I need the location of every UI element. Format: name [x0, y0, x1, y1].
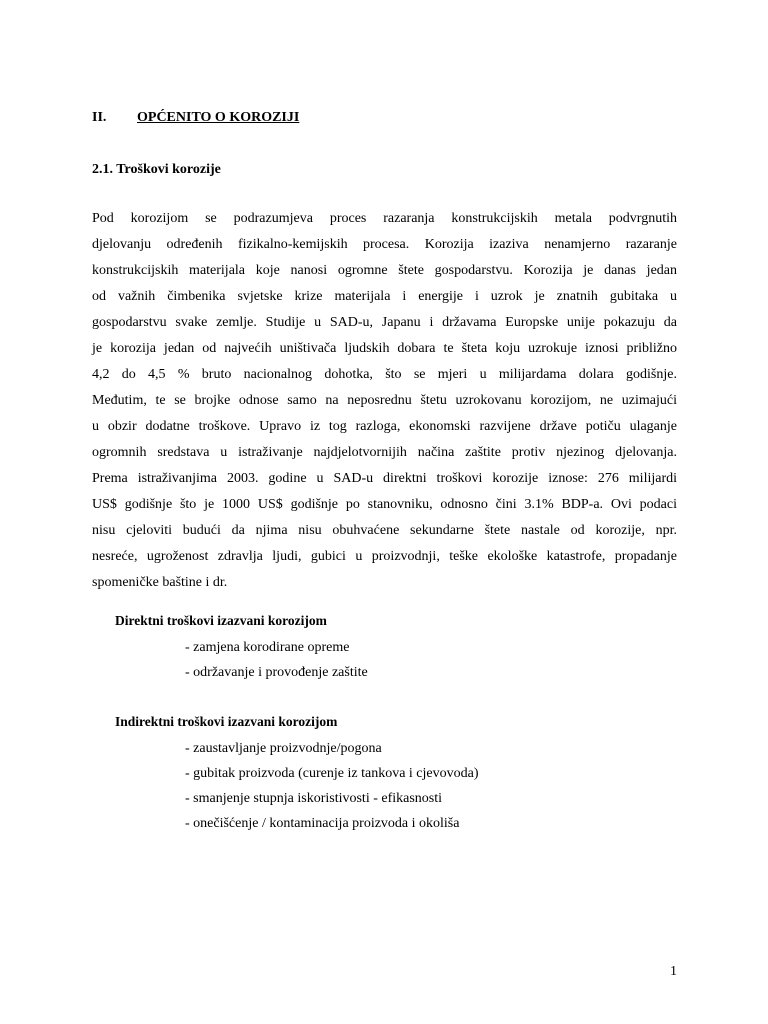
- direct-costs-list: [185, 635, 368, 685]
- indirect-costs-list: [185, 736, 479, 836]
- paragraph-line: u obzir dodatne troškove. Upravo iz tog razloga, ekonomski razvijene države potiču ulaganje: [92, 419, 677, 434]
- paragraph-line: Pod korozijom se podrazumjeva proces razaranja konstrukcijskih metala podvrgnutih: [92, 211, 677, 226]
- indirect-costs-title: Indirektni troškovi izazvani korozijom: [115, 714, 338, 729]
- paragraph-line: od važnih čimbenika svjetske krize materijala i energije i uzrok je znatnih gubitaka u: [92, 289, 677, 304]
- section-heading: [92, 110, 299, 126]
- body-paragraph: [92, 206, 677, 596]
- paragraph-line: je korozija jedan od najvećih uništivača ljudskih dobara te šteta koju uzrokuje iznosi približno: [92, 341, 677, 356]
- paragraph-line: nesreće, ugroženost zdravlja ljudi, gubici u proizvodnji, teške ekološke katastrofe, propadanje: [92, 549, 677, 564]
- subsection-title: 2.1. Troškovi korozije: [92, 162, 221, 177]
- direct-costs-title: Direktni troškovi izazvani korozijom: [115, 613, 327, 628]
- section-title: OPĆENITO O KOROZIJI: [137, 110, 300, 125]
- paragraph-line: spomeničke baštine i dr.: [92, 575, 228, 590]
- paragraph-line: gospodarstvu svake zemlje. Studije u SAD-u, Japanu i državama Europske unije pokazuju da: [92, 315, 677, 330]
- paragraph-line: Prema istraživanjima 2003. godine u SAD-u direktni troškovi korozije iznose: 276 milijardi: [92, 471, 677, 486]
- paragraph-line: nisu cjeloviti budući da njima nisu obuhvaćene sekundarne štete nastale od korozije, npr.: [92, 523, 677, 538]
- list-item: - održavanje i provođenje zaštite: [185, 665, 368, 680]
- paragraph-line: djelovanju određenih fizikalno-kemijskih procesa. Korozija izaziva nenamjerno razaranje: [92, 237, 677, 252]
- paragraph-line: konstrukcijskih materijala koje nanosi ogromne štete gospodarstvu. Korozija je danas jedan: [92, 263, 677, 278]
- paragraph-line: ogromnih sredstava u istraživanje najdjelotvornijih načina zaštite protiv njezinog djelovanja.: [92, 445, 677, 460]
- list-item: - zaustavljanje proizvodnje/pogona: [185, 741, 382, 756]
- list-item: - zamjena korodirane opreme: [185, 640, 350, 655]
- paragraph-line: US$ godišnje što je 1000 US$ godišnje po stanovniku, odnosno čini 3.1% BDP-a. Ovi podaci: [92, 497, 677, 512]
- list-item: - onečišćenje / kontaminacija proizvoda i okoliša: [185, 816, 460, 831]
- list-item: - smanjenje stupnja iskoristivosti - efikasnosti: [185, 791, 443, 806]
- page-number: 1: [670, 964, 677, 979]
- list-item: - gubitak proizvoda (curenje iz tankova i cjevovoda): [185, 766, 479, 781]
- section-number: II.: [92, 110, 107, 125]
- paragraph-line: 4,2 do 4,5 % bruto nacionalnog dohotka, što se mjeri u milijardama dolara godišnje.: [92, 367, 677, 382]
- paragraph-line: Međutim, te se brojke odnose samo na neposrednu štetu uzrokovanu korozijom, ne uzimajući: [92, 393, 677, 408]
